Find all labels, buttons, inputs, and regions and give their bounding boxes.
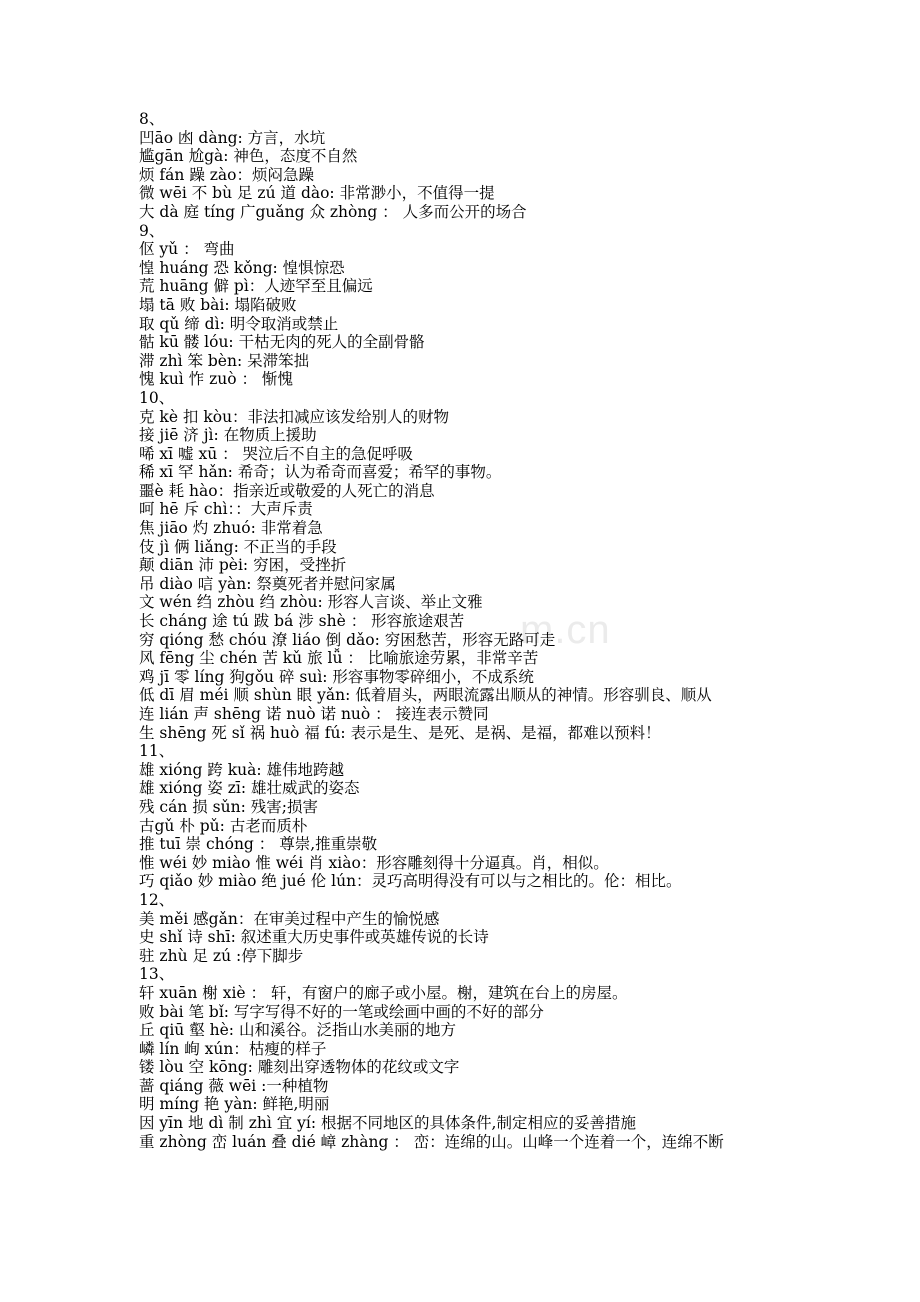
vocab-entry: 史 shǐ 诗 shī: 叙述重大历史事件或英雄传说的长诗 [139,928,489,947]
vocab-entry: 雄 xióng 跨 kuà: 雄伟地跨越 [139,760,344,779]
section-heading: 9、 [139,221,165,240]
vocab-entry: 尴gān 尬gà: 神色，态度不自然 [139,147,358,166]
vocab-entry: 微 wēi 不 bù 足 zú 道 dào: 非常渺小，不值得一提 [139,184,495,203]
vocab-entry: 雄 xióng 姿 zī: 雄壮威武的姿态 [139,779,360,798]
vocab-entry: 明 míng 艳 yàn: 鲜艳,明丽 [139,1095,330,1114]
vocab-entry: 蔷 qiáng 薇 wēi :一种植物 [139,1076,329,1095]
section-heading: 10、 [139,388,175,407]
vocab-entry: 轩 xuān 榭 xiè ： 轩，有窗户的廊子或小屋。榭，建筑在台上的房屋。 [139,983,628,1002]
vocab-entry: 稀 xī 罕 hǎn: 希奇；认为希奇而喜爱；希罕的事物。 [139,463,502,482]
vocab-entry: 焦 jiāo 灼 zhuó: 非常着急 [139,519,323,538]
vocab-entry: 丘 qiū 壑 hè: 山和溪谷。泛指山水美丽的地方 [139,1021,456,1040]
vocab-entry: 巧 qiǎo 妙 miào 绝 jué 伦 lún：灵巧高明得没有可以与之相比的。伦：相比。 [139,872,682,891]
vocab-entry: 噩è 耗 hào：指亲近或敬爱的人死亡的消息 [139,481,435,500]
section-heading: 12、 [139,890,175,909]
vocab-entry: 败 bài 笔 bǐ: 写字写得不好的一笔或绘画中画的不好的部分 [139,1002,544,1021]
vocab-entry: 低 dī 眉 méi 顺 shùn 眼 yǎn: 低着眉头，两眼流露出顺从的神情。形容驯良、顺从 [139,686,712,705]
vocab-entry: 大 dà 庭 tíng 广guǎng 众 zhòng ： 人多而公开的场合 [139,202,527,221]
vocab-entry: 骷 kū 髅 lóu: 干枯无肉的死人的全副骨骼 [139,333,425,352]
vocab-entry: 连 lián 声 shēng 诺 nuò 诺 nuò ： 接连表示赞同 [139,705,489,723]
vocab-entry: 穷 qióng 愁 chóu 潦 liáo 倒 dǎo: 穷困愁苦，形容无路可走 [139,630,556,649]
vocab-entry: 镂 lòu 空 kōng: 雕刻出穿透物体的花纹或文字 [139,1058,460,1077]
vocab-entry: 唏 xī 嘘 xū ： 哭泣后不自主的急促呼吸 [139,444,414,463]
vocab-entry: 残 cán 损 sǔn: 残害;损害 [139,797,318,816]
vocab-entry: 鸡 jī 零 líng 狗gǒu 碎 suì: 形容事物零碎细小，不成系统 [139,667,534,686]
vocab-entry: 取 qǔ 缔 dì: 明令取消或禁止 [139,314,339,333]
vocab-entry: 接 jiē 济 jì: 在物质上援助 [139,426,317,445]
vocab-entry: 愧 kuì 怍 zuò ： 惭愧 [139,370,293,389]
vocab-entry: 吊 diào 唁 yàn: 祭奠死者并慰问家属 [139,574,396,593]
vocab-entry: 烦 fán 躁 zào：烦闷急躁 [139,165,314,184]
vocab-entry: 呵 hē 斥 chì：：大声斥责 [139,500,313,519]
vocab-entry: 惶 huáng 恐 kǒng: 惶惧惊恐 [139,258,345,277]
vocab-entry: 风 fēng 尘 chén 苦 kǔ 旅 lǚ ： 比喻旅途劳累，非常辛苦 [139,649,539,668]
document-body [139,110,799,1151]
vocab-entry: 美 měi 感gǎn：在审美过程中产生的愉悦感 [139,909,440,928]
vocab-entry: 伛 yǔ ： 弯曲 [139,240,235,259]
vocab-entry: 塌 tā 败 bài: 塌陷破败 [139,295,297,314]
vocab-entry: 荒 huāng 僻 pì：人迹罕至且偏远 [139,277,373,296]
vocab-entry: 长 cháng 途 tú 跋 bá 涉 shè ： 形容旅途艰苦 [139,612,465,631]
vocab-entry: 文 wén 绉 zhòu 绉 zhòu: 形容人言谈、举止文雅 [139,593,483,612]
vocab-entry: 颠 diān 沛 pèi: 穷困，受挫折 [139,556,347,575]
vocab-entry: 嶙 lín 峋 xún：枯瘦的样子 [139,1039,327,1058]
vocab-entry: 克 kè 扣 kòu：非法扣减应该发给别人的财物 [139,407,450,426]
vocab-entry: 滞 zhì 笨 bèn: 呆滞笨拙 [139,351,310,370]
vocab-entry: 伎 jì 俩 liǎng: 不正当的手段 [139,537,337,556]
vocab-entry: 惟 wéi 妙 miào 惟 wéi 肖 xiào：形容雕刻得十分逼真。肖，相似。 [139,853,609,872]
vocab-entry: 凹āo 凼 dàng: 方言，水坑 [139,128,326,147]
vocab-entry: 重 zhòng 峦 luán 叠 dié 嶂 zhàng ： 峦：连绵的山。山峰一个连着一个，连绵不断 [139,1132,724,1151]
watermark: m.cn [520,608,611,652]
vocab-entry: 因 yīn 地 dì 制 zhì 宜 yí: 根据不同地区的具体条件,制定相应的妥善措施 [139,1114,636,1133]
vocab-entry: 生 shēng 死 sǐ 祸 huò 福 fú: 表示是生、是死、是祸、是福，都难以预料！ [139,723,661,742]
vocab-entry: 驻 zhù 足 zú :停下脚步 [139,946,304,965]
section-heading: 8、 [139,110,165,128]
section-heading: 13、 [139,965,175,984]
section-heading: 11、 [139,742,175,761]
vocab-entry: 推 tuī 崇 chóng ： 尊崇,推重崇敬 [139,835,378,854]
vocab-entry: 古gǔ 朴 pǔ: 古老而质朴 [139,816,308,835]
